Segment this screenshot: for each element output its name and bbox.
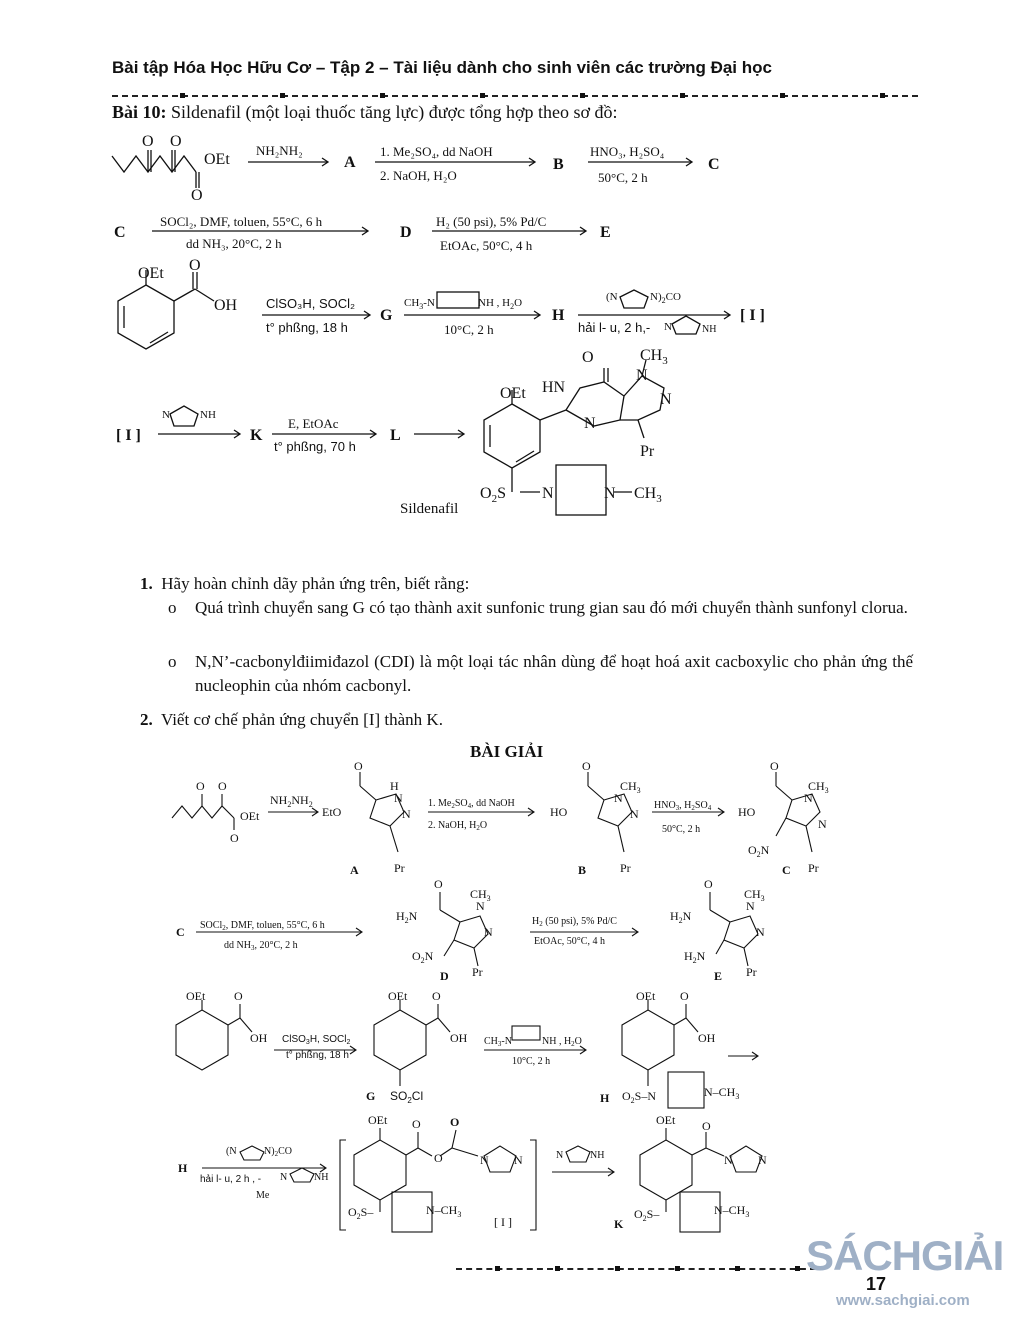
svg-text:C: C — [114, 224, 126, 241]
svg-text:NH2NH2: $NH_2NH_2$ — [270, 793, 313, 809]
svg-text:OH: OH — [214, 297, 238, 314]
svg-text:ClSO3H, SOCl2: ClSO$_3$H, SOCl$_2$ — [282, 1034, 351, 1046]
svg-text:C: C — [176, 925, 185, 939]
svg-text:2. NaOH, H2O: 2. NaOH, $H_2O$ — [428, 820, 488, 832]
svg-text:O: O — [680, 989, 689, 1003]
svg-text:H: H — [552, 307, 565, 324]
svg-text:OEt: OEt — [656, 1113, 676, 1127]
svg-text:O: O — [704, 877, 713, 891]
svg-text:N: N — [480, 1153, 489, 1167]
svg-text:HNO3, H2SO4: $HNO_3$, $H_2SO_4$ — [654, 800, 712, 812]
svg-text:H: H — [390, 779, 399, 793]
svg-text:10°C, 2 h: 10°C, 2 h — [512, 1056, 551, 1067]
svg-text:N: N — [660, 391, 672, 408]
svg-text:O: O — [582, 349, 594, 366]
svg-text:N: N — [394, 791, 403, 805]
svg-text:Pr: Pr — [620, 861, 631, 875]
svg-text:O: O — [450, 1115, 460, 1129]
svg-text:SOCl2, DMF, toluen, 55°C, 6 h: SOCl$_2$, DMF, toluen, 55°C, 6 h — [200, 920, 325, 932]
svg-text:NH: NH — [200, 409, 216, 421]
svg-text:E, EtOAc: E, EtOAc — [288, 416, 339, 431]
svg-text:H₂ (50 psi), 5% Pd/C: H₂ (50 psi), 5% Pd/C — [436, 214, 547, 229]
svg-text:dd NH₃, 20°C, 2 h: dd NH₃, 20°C, 2 h — [186, 236, 282, 251]
svg-text:N: N — [604, 485, 616, 502]
svg-text:N: N — [542, 485, 554, 502]
svg-text:O2S–: $O_2S-$ — [634, 1207, 660, 1223]
svg-text:C: C — [708, 156, 720, 173]
svg-text:hải l- u, 2 h,-: hải l- u, 2 h,- — [578, 320, 651, 335]
svg-text:N: N — [614, 791, 623, 805]
svg-text:A: A — [344, 154, 356, 171]
svg-text:N: N — [756, 925, 765, 939]
svg-text:10°C, 2 h: 10°C, 2 h — [444, 322, 494, 337]
svg-text:HO: HO — [550, 805, 568, 819]
svg-text:ClSO₃H, SOCl₂: ClSO₃H, SOCl₂ — [266, 296, 356, 311]
svg-text:N: N — [162, 409, 170, 421]
svg-text:CH3: $CH_3$ — [620, 779, 641, 795]
svg-text:O: O — [191, 187, 203, 204]
watermark-logo: SÁCHGIẢI — [806, 1232, 1004, 1279]
svg-text:O: O — [412, 1117, 421, 1131]
svg-text:2. NaOH, H₂O: 2. NaOH, H₂O — [380, 168, 457, 183]
question-1-note-2: N,N’-cacbonylđiimiđazol (CDI) là một loại tác nhân dùng để hoạt hoá axit cacboxylic cho phản ứng thế nucleophin của nhóm cacbonyl. — [195, 652, 913, 695]
svg-text:N–CH3: $N-CH_3$ — [714, 1203, 750, 1219]
header-divider — [112, 95, 918, 97]
svg-text:1. Me2SO4, dd NaOH: 1. $Me_2SO_4$, dd NaOH — [428, 798, 515, 810]
svg-text:EtOAc, 50°C, 4 h: EtOAc, 50°C, 4 h — [534, 936, 605, 947]
svg-text:O: O — [234, 989, 243, 1003]
svg-text:N: N — [484, 925, 493, 939]
svg-text:Pr: Pr — [640, 443, 655, 460]
svg-text:O: O — [434, 877, 443, 891]
svg-text:CH3: $CH_3$ — [470, 887, 491, 903]
svg-text:OEt: OEt — [138, 265, 164, 282]
svg-text:Pr: Pr — [746, 965, 757, 979]
svg-text:N: N — [514, 1153, 523, 1167]
svg-text:O: O — [432, 989, 441, 1003]
svg-text:O: O — [218, 779, 227, 793]
svg-text:hải l- u, 2 h , -: hải l- u, 2 h , - — [200, 1174, 262, 1185]
svg-text:NH , H2O: NH , $H_2O$ — [542, 1036, 582, 1048]
svg-text:O: O — [142, 133, 154, 150]
svg-text:CH3-N: $CH_3-N$ — [484, 1036, 512, 1048]
svg-text:C: C — [782, 863, 791, 877]
svg-text:N: N — [584, 415, 596, 432]
svg-text:OEt: OEt — [240, 809, 260, 823]
svg-text:N: N — [724, 1153, 733, 1167]
synthesis-scheme — [0, 120, 1024, 540]
question-1-note-1: Quá trình chuyển sang G có tạo thành axit sunfonic trung gian sau đó mới chuyển thành sunfonyl clorua. — [195, 598, 908, 617]
solution-scheme — [0, 760, 1024, 1240]
svg-text:1. Me₂SO₄, dd NaOH: 1. Me₂SO₄, dd NaOH — [380, 144, 493, 159]
svg-text:(N: (N — [606, 291, 618, 303]
svg-text:D: D — [400, 224, 412, 241]
page-header: Bài tập Hóa Học Hữu Cơ – Tập 2 – Tài liệu dành cho sinh viên các trường Đại học — [112, 58, 772, 77]
svg-text:CH3: $CH_3$ — [640, 347, 668, 367]
svg-text:NH₂NH₂: NH₂NH₂ — [256, 143, 303, 158]
svg-text:E: E — [714, 969, 723, 983]
svg-text:N: N — [636, 367, 648, 384]
svg-text:HN: HN — [542, 379, 566, 396]
svg-text:N: N — [556, 1150, 564, 1161]
svg-text:EtO: EtO — [322, 805, 342, 819]
svg-text:SO2Cl: $SO_2Cl$ — [390, 1089, 424, 1105]
svg-text:[ I ]: [ I ] — [494, 1215, 512, 1229]
svg-text:D: D — [440, 969, 449, 983]
solution-title: BÀI GIẢI — [470, 742, 544, 761]
svg-text:H2N: $H_2N$ — [684, 949, 706, 965]
svg-text:N)2CO: $N)_2CO$ — [650, 291, 681, 305]
bullet-2: o — [168, 652, 177, 671]
svg-text:CH3: $CH_3$ — [634, 485, 662, 505]
svg-text:G: G — [380, 307, 393, 324]
svg-text:N: N — [818, 817, 827, 831]
svg-text:K: K — [250, 427, 263, 444]
svg-text:N: N — [402, 807, 411, 821]
svg-text:HNO₃, H₂SO₄: HNO₃, H₂SO₄ — [590, 144, 665, 159]
svg-text:OEt: OEt — [368, 1113, 388, 1127]
svg-text:N)2CO: $N)_2CO$ — [264, 1146, 292, 1158]
svg-text:O2N: $O_2N$ — [412, 949, 434, 965]
svg-text:B: B — [553, 156, 564, 173]
svg-text:O: O — [354, 760, 363, 773]
svg-text:[ I ]: [ I ] — [740, 307, 765, 324]
svg-text:H2N: $H_2N$ — [396, 909, 418, 925]
svg-text:[ I ]: [ I ] — [116, 427, 141, 444]
svg-text:t° phßng, 70 h: t° phßng, 70 h — [274, 439, 356, 454]
svg-text:SOCl₂, DMF, toluen, 55°C, 6 h: SOCl₂, DMF, toluen, 55°C, 6 h — [160, 214, 323, 229]
svg-text:NH: NH — [314, 1172, 329, 1183]
svg-text:t° phßng, 18 h: t° phßng, 18 h — [286, 1050, 349, 1061]
svg-text:B: B — [578, 863, 587, 877]
problem-statement: Bài 10: Sildenafil (một loại thuốc tăng lực) được tổng hợp theo sơ đồ: — [112, 102, 618, 122]
svg-text:OEt: OEt — [204, 151, 230, 168]
question-1: 1. Hãy hoàn chỉnh dãy phản ứng trên, biết rằng: — [140, 574, 470, 593]
svg-text:O2N: $O_2N$ — [748, 843, 770, 859]
svg-text:OEt: OEt — [636, 989, 656, 1003]
watermark-url: www.sachgiai.com — [836, 1292, 970, 1309]
svg-text:EtOAc, 50°C, 4 h: EtOAc, 50°C, 4 h — [440, 238, 533, 253]
svg-text:OEt: OEt — [500, 385, 526, 402]
svg-text:O: O — [189, 257, 201, 274]
svg-text:O: O — [582, 760, 591, 773]
svg-text:Pr: Pr — [808, 861, 819, 875]
svg-text:A: A — [350, 863, 359, 877]
svg-text:Sildenafil: Sildenafil — [400, 501, 459, 517]
page-number: 17 — [866, 1274, 887, 1294]
svg-text:(N: (N — [226, 1146, 237, 1157]
svg-text:O2S: $O_2S$ — [480, 485, 506, 505]
svg-text:O2S–: $O_2S-$ — [348, 1205, 374, 1221]
svg-text:E: E — [600, 224, 611, 241]
svg-text:H2N: $H_2N$ — [670, 909, 692, 925]
svg-text:N: N — [758, 1153, 767, 1167]
svg-text:O2S–N: $O_2S-N$ — [622, 1089, 657, 1105]
svg-text:HO: HO — [738, 805, 756, 819]
svg-text:NH , H2O: NH , $H_2O$ — [478, 297, 523, 311]
svg-text:CH3: $CH_3$ — [808, 779, 829, 795]
svg-text:CH3-N: $CH_3-N$ — [404, 297, 435, 311]
svg-text:NH: NH — [590, 1150, 605, 1161]
svg-text:N–CH3: $N-CH_3$ — [426, 1203, 462, 1219]
svg-text:Pr: Pr — [394, 861, 405, 875]
svg-text:OEt: OEt — [186, 989, 206, 1003]
svg-text:dd NH3, 20°C, 2 h: dd $NH_3$, 20°C, 2 h — [224, 940, 298, 952]
svg-text:50°C, 2 h: 50°C, 2 h — [662, 824, 701, 835]
svg-text:H2 (50 psi), 5% Pd/C: $H_2$ (50 psi), 5% Pd/C — [532, 916, 617, 928]
svg-text:O: O — [770, 760, 779, 773]
svg-text:L: L — [390, 427, 401, 444]
svg-text:K: K — [614, 1217, 624, 1231]
svg-text:H: H — [600, 1091, 610, 1105]
svg-text:OH: OH — [250, 1031, 268, 1045]
svg-text:N–CH3: $N-CH_3$ — [704, 1085, 740, 1101]
svg-text:O: O — [702, 1119, 711, 1133]
svg-text:OH: OH — [450, 1031, 468, 1045]
svg-text:Me: Me — [256, 1190, 270, 1201]
svg-text:NH: NH — [702, 324, 717, 335]
svg-text:O: O — [230, 831, 239, 845]
svg-text:H: H — [178, 1161, 188, 1175]
svg-text:Pr: Pr — [472, 965, 483, 979]
svg-text:50°C, 2 h: 50°C, 2 h — [598, 170, 648, 185]
svg-text:G: G — [366, 1089, 376, 1103]
footer-divider — [456, 1268, 816, 1270]
svg-text:N: N — [664, 321, 672, 333]
svg-text:N: N — [630, 807, 639, 821]
svg-text:O: O — [434, 1151, 443, 1165]
svg-text:O: O — [196, 779, 205, 793]
svg-text:OH: OH — [698, 1031, 716, 1045]
svg-text:N: N — [476, 899, 485, 913]
svg-text:t° phßng, 18 h: t° phßng, 18 h — [266, 320, 348, 335]
svg-text:N: N — [746, 899, 755, 913]
svg-text:CH3: $CH_3$ — [744, 887, 765, 903]
question-2: 2. Viết cơ chế phản ứng chuyển [I] thành K. — [140, 710, 443, 729]
svg-text:N: N — [280, 1172, 288, 1183]
svg-text:O: O — [170, 133, 182, 150]
svg-text:OEt: OEt — [388, 989, 408, 1003]
bullet-1: o — [168, 598, 177, 617]
svg-text:N: N — [804, 791, 813, 805]
